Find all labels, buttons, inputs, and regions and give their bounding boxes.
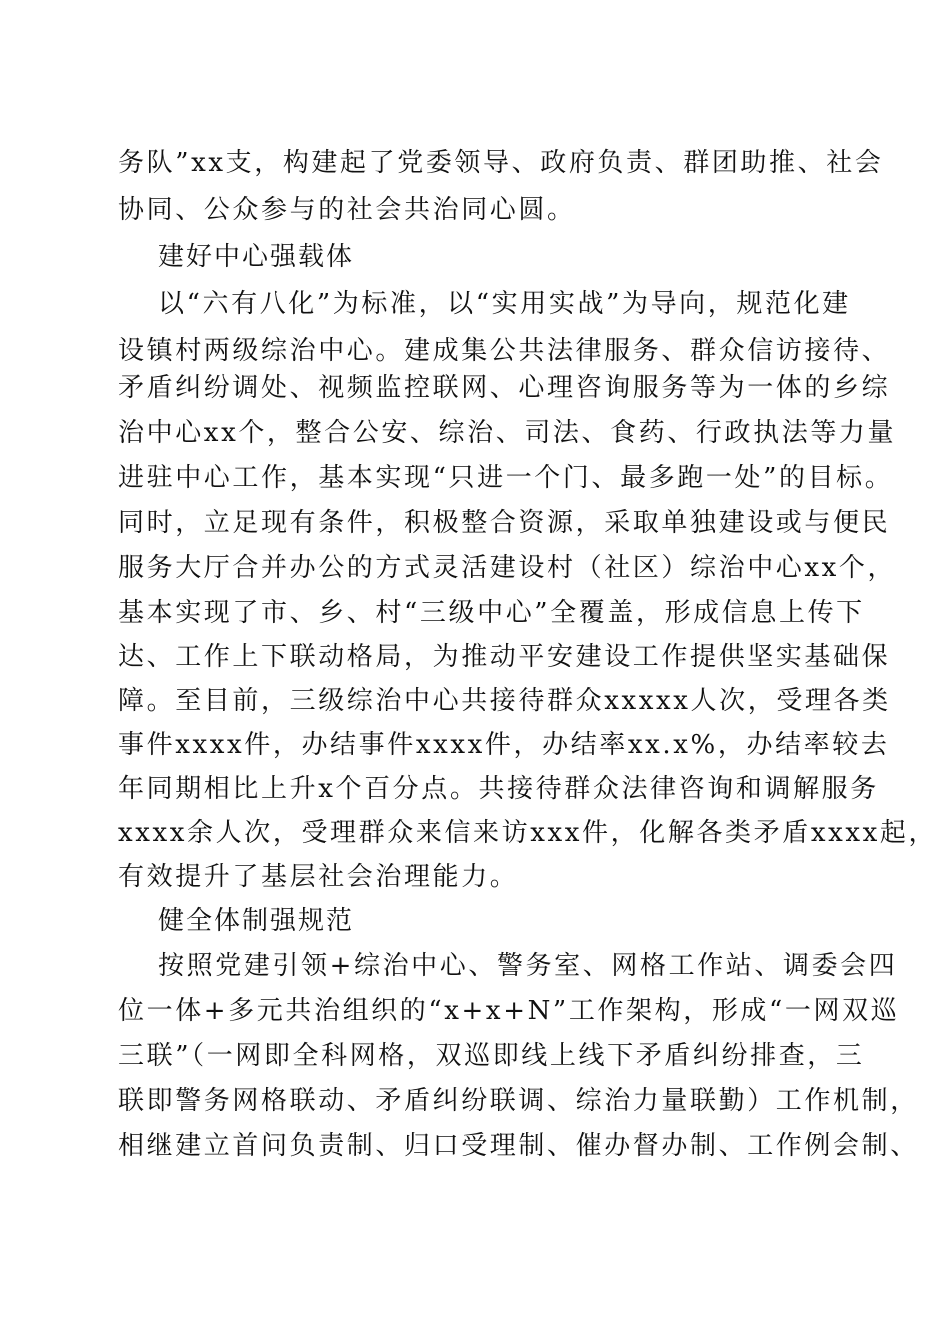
paragraph-line: 进驻中心工作，基本实现“只进一个门、最多跑一处”的目标。 <box>118 463 894 493</box>
paragraph-line: 务队”xx支，构建起了党委领导、政府负责、群团助推、社会 <box>118 148 884 178</box>
section-heading: 健全体制强规范 <box>158 906 355 936</box>
paragraph-line: 治中心xx个，整合公安、综治、司法、食药、行政执法等力量 <box>118 418 897 448</box>
paragraph-line: 有效提升了基层社会治理能力。 <box>118 862 519 892</box>
paragraph-line: 设镇村两级综治中心。建成集公共法律服务、群众信访接待、 <box>118 336 891 366</box>
paragraph-line: 服务大厅合并办公的方式灵活建设村（社区）综治中心xx个， <box>118 553 897 583</box>
paragraph-line: 按照党建引领+综治中心、警务室、网格工作站、调委会四 <box>158 951 898 981</box>
paragraph-line: 达、工作上下联动格局，为推动平安建设工作提供坚实基础保 <box>118 642 891 672</box>
paragraph-line: 三联”（一网即全科网格，双巡即线上线下矛盾纠纷排查，三 <box>118 1041 865 1071</box>
paragraph-line: 基本实现了市、乡、村“三级中心”全覆盖，形成信息上传下 <box>118 598 865 628</box>
paragraph-line: 协同、公众参与的社会共治同心圆。 <box>118 195 576 225</box>
paragraph-line: 位一体+多元共治组织的“x+x+N”工作架构，形成“一网双巡 <box>118 996 900 1026</box>
paragraph-line: 年同期相比上升x个百分点。共接待群众法律咨询和调解服务 <box>118 774 879 804</box>
paragraph-line: 相继建立首问负责制、归口受理制、催办督办制、工作例会制、 <box>118 1131 919 1161</box>
paragraph-line: xxxx余人次，受理群众来信来访xxx件，化解各类矛盾xxxx起， <box>118 818 938 848</box>
paragraph-line: 矛盾纠纷调处、视频监控联网、心理咨询服务等为一体的乡综 <box>118 373 891 403</box>
section-heading: 建好中心强载体 <box>158 242 355 272</box>
paragraph-line: 联即警务网格联动、矛盾纠纷联调、综治力量联勤）工作机制， <box>118 1086 919 1116</box>
paragraph-line: 事件xxxx件，办结事件xxxx件，办结率xx.x%，办结率较去 <box>118 730 890 760</box>
paragraph-line: 同时，立足现有条件，积极整合资源，采取单独建设或与便民 <box>118 508 891 538</box>
paragraph-line: 障。至目前，三级综治中心共接待群众xxxxx人次，受理各类 <box>118 686 891 716</box>
paragraph-line: 以“六有八化”为标准，以“实用实战”为导向，规范化建 <box>158 289 851 319</box>
